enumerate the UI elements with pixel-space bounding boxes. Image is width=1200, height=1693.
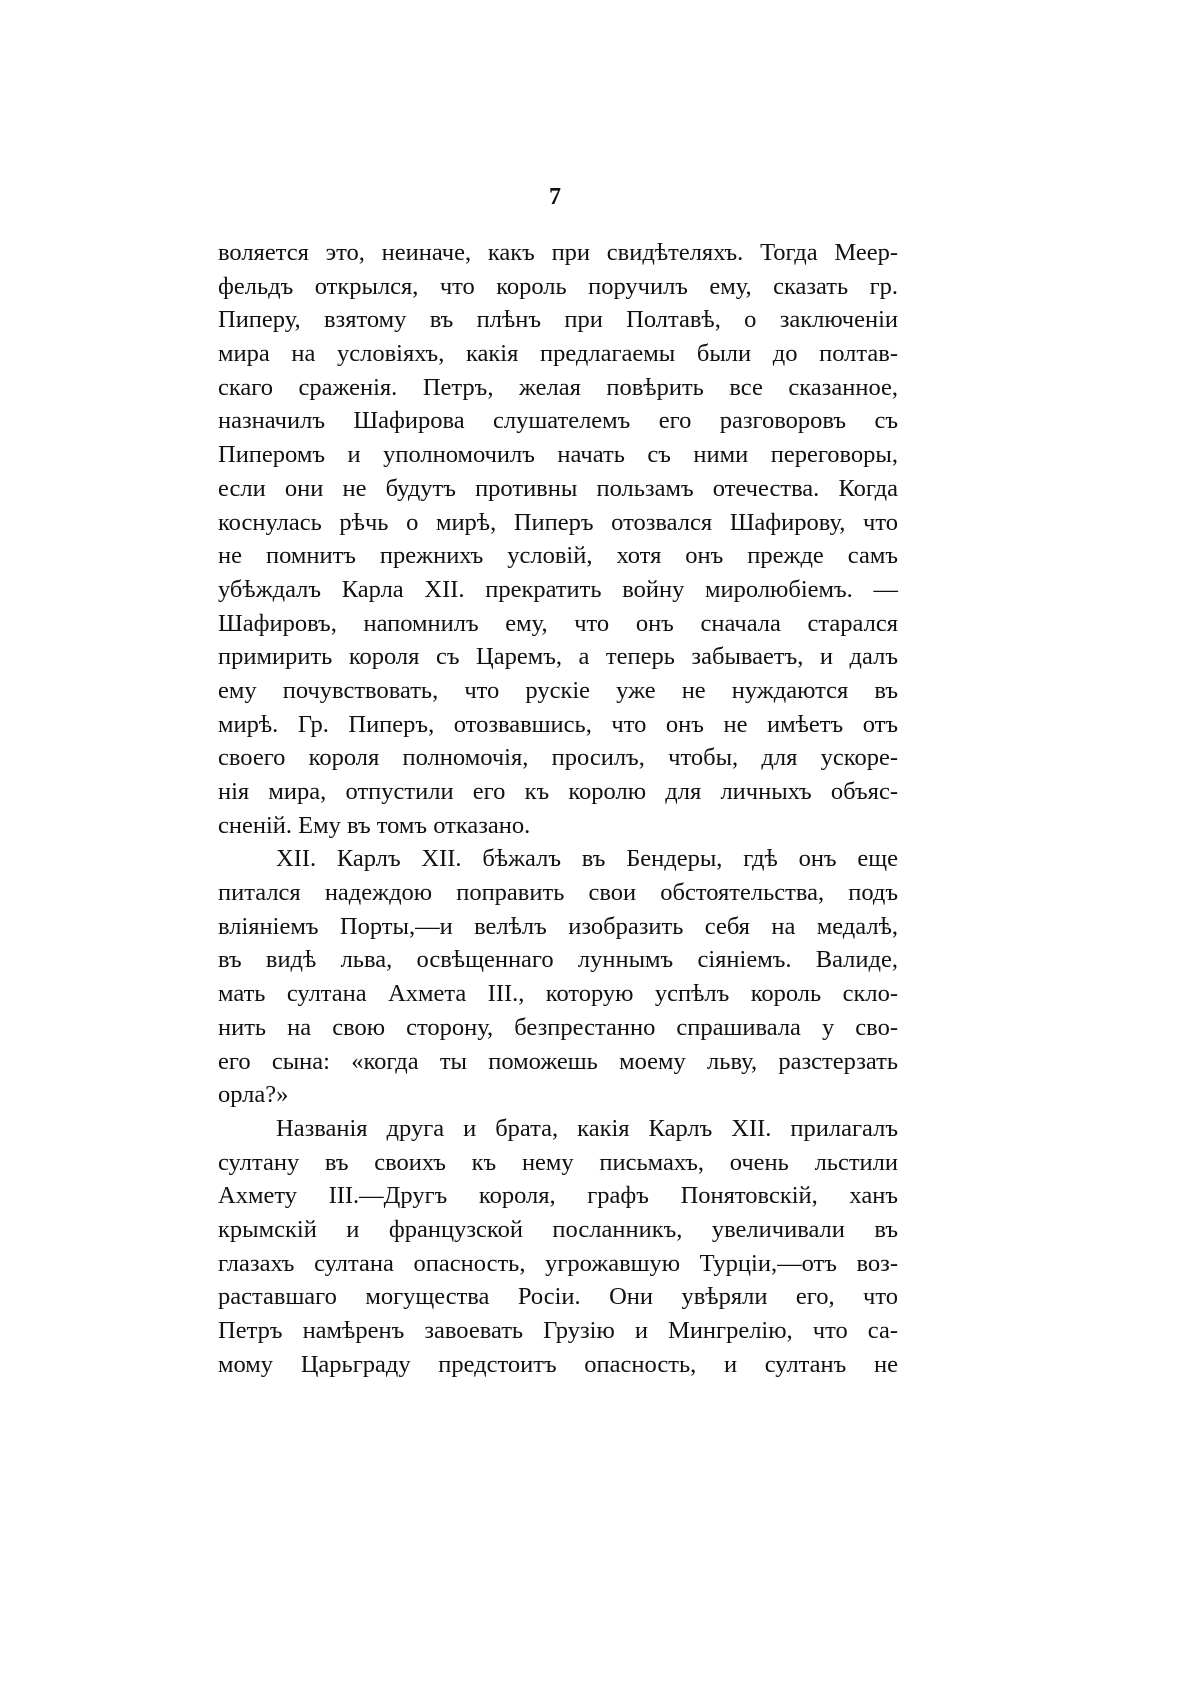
text-line: раставшаго могущества Росіи. Они увѣряли его, что — [218, 1283, 898, 1311]
text-line: мать султана Ахмета III., которую успѣлъ король скло- — [218, 980, 898, 1008]
text-line: коснулась рѣчь о мирѣ, Пиперъ отозвался Шафирову, что — [218, 508, 898, 536]
text-line: своего короля полномочія, просилъ, чтобы, для ускоре- — [218, 744, 898, 772]
text-line: глазахъ султана опасность, угрожавшую Турціи,—отъ воз- — [218, 1249, 898, 1277]
text-line: крымскій и французской посланникъ, увеличивали въ — [218, 1215, 898, 1243]
text-line: ему почувствовать, что рускіе уже не нуждаются въ — [218, 676, 898, 704]
text-line: не помнитъ прежнихъ условій, хотя онъ прежде самъ — [218, 542, 898, 570]
text-line: его сына: «когда ты поможешь моему льву, разстерзать — [218, 1047, 898, 1075]
text-line: Пиперомъ и уполномочилъ начать съ ними переговоры, — [218, 441, 898, 469]
text-line: назначилъ Шафирова слушателемъ его разговоровъ съ — [218, 407, 898, 435]
text-line: примирить короля съ Царемъ, а теперь забываетъ, и далъ — [218, 643, 898, 671]
text-line: вліяніемъ Порты,—и велѣлъ изобразить себя на медалѣ, — [218, 912, 898, 940]
text-line: султану въ своихъ къ нему письмахъ, очень льстили — [218, 1148, 898, 1176]
text-line: Шафировъ, напомнилъ ему, что онъ сначала старался — [218, 609, 898, 637]
text-line: сненій. Ему въ томъ отказано. — [218, 811, 531, 839]
text-line: убѣждалъ Карла XII. прекратить войну миролюбіемъ. — — [218, 575, 898, 603]
text-line: фельдъ открылся, что король поручилъ ему, сказать гр. — [218, 272, 898, 300]
text-line: XII. Карлъ XII. бѣжалъ въ Бендеры, гдѣ онъ еще — [276, 845, 898, 873]
body-text — [218, 236, 898, 1381]
text-line: питался надеждою поправить свои обстоятельства, подъ — [218, 879, 898, 907]
text-line: орла?» — [218, 1081, 289, 1109]
text-line: нія мира, отпустили его къ королю для личныхъ объяс- — [218, 778, 898, 805]
text-line: въ видѣ льва, освѣщеннаго луннымъ сіяніемъ. Валиде, — [218, 946, 898, 974]
text-line: мому Царьграду предстоитъ опасность, и султанъ не — [218, 1350, 898, 1378]
text-line: нить на свою сторону, безпрестанно спрашивала у сво- — [218, 1013, 898, 1041]
text-line: Названія друга и брата, какія Карлъ XII. прилагалъ — [276, 1114, 898, 1142]
text-line: если они не будутъ противны пользамъ отечества. Когда — [218, 474, 898, 502]
page-number: 7 — [549, 184, 561, 210]
text-line: воляется это, неиначе, какъ при свидѣтеляхъ. Тогда Меер- — [218, 239, 898, 266]
text-line: скаго сраженія. Петръ, желая повѣрить все сказанное, — [218, 373, 898, 401]
text-line: Ахмету III.—Другъ короля, графъ Понятовскій, ханъ — [218, 1182, 898, 1210]
text-line: Пиперу, взятому въ плѣнъ при Полтавѣ, о заключеніи — [218, 306, 898, 334]
text-line: мирѣ. Гр. Пиперъ, отозвавшись, что онъ не имѣетъ отъ — [218, 710, 898, 738]
text-line: Петръ намѣренъ завоевать Грузію и Мингрелію, что са- — [218, 1317, 898, 1344]
text-line: мира на условіяхъ, какія предлагаемы были до полтав- — [218, 340, 898, 368]
